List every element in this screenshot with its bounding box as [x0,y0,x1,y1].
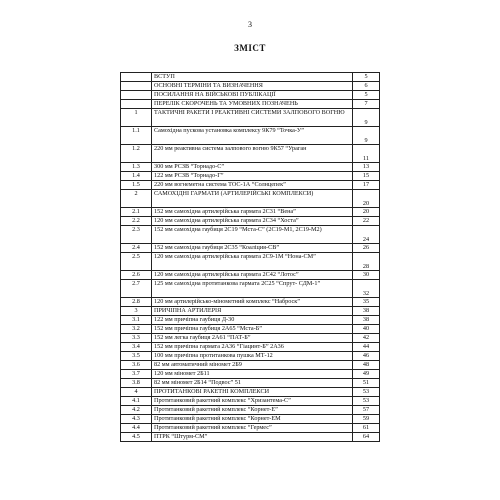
toc-row-title: Протитанковий ракетний комплекс “Хризантема-С” [152,397,353,406]
toc-row-page: 53 [353,397,380,406]
toc-row-title: Протитанковий ракетний комплекс “Гермес” [152,424,353,433]
toc-row-title: 82 мм автоматичний міномет 2Б9 [152,361,353,370]
toc-row-page: 30 [353,271,380,280]
toc-row-title: Самохідна пускова установка комплексу 9К79 “Точка-У” [152,127,353,145]
toc-row [121,253,380,271]
toc-row-page: 49 [353,370,380,379]
toc-row-title: 120 мм самохідна артилерійська гармата 2С34 “Хоста” [152,217,353,226]
toc-row-title: 120 мм артилерійсько-мінометний комплекс “Наброск” [152,298,353,307]
toc-row [121,415,380,424]
toc-row [121,217,380,226]
toc-row [121,127,380,145]
toc-row-title: 152 мм причіпна гармата 2А36 “Гіацинт-Б” 2А36 [152,343,353,352]
toc-row [121,100,380,109]
toc-row [121,91,380,100]
toc-row-page: 26 [353,244,380,253]
toc-row [121,208,380,217]
toc-row-number: 3.6 [121,361,152,370]
toc-row-title: 100 мм причіпна протитанкова пушка МТ-12 [152,352,353,361]
toc-row-title: 152 мм причіпна гаубиця 2А65 “Мста-Б” [152,325,353,334]
toc-row-page: 13 [353,163,380,172]
toc-table [120,72,380,442]
toc-row-number: 4.4 [121,424,152,433]
toc-row-title: ВСТУП [152,73,353,82]
toc-row-page: 51 [353,379,380,388]
toc-row [121,316,380,325]
toc-row [121,424,380,433]
toc-row-title: Протитанковий ракетний комплекс “Корнет-ЕМ [152,415,353,424]
toc-row-number: 1.1 [121,127,152,145]
toc-row-number: 1.4 [121,172,152,181]
toc-row-title: 220 мм вогнеметна система ТОС-1А “Солнцепек” [152,181,353,190]
toc-row [121,82,380,91]
toc-row [121,370,380,379]
toc-row [121,73,380,82]
toc-row-page: 46 [353,352,380,361]
toc-row [121,280,380,298]
toc-row-page: 28 [353,253,380,271]
toc-row-page: 20 [353,208,380,217]
toc-row-title: Протитанковий ракетний комплекс “Корнет-Е” [152,406,353,415]
toc-row-number: 2.8 [121,298,152,307]
toc-row-number: 1.3 [121,163,152,172]
toc-row-title: 82 мм міномет 2Б14 “Подвос” 51 [152,379,353,388]
toc-row-title: 152 мм самохідна гаубиця 2С35 “Коаліция-СВ” [152,244,353,253]
toc-row-title: 122 мм РСЗВ “Торнадо-Г” [152,172,353,181]
toc-row [121,181,380,190]
toc-row-title: ПТРК “Штурм-СМ” [152,433,353,442]
toc-row-number: 2.7 [121,280,152,298]
toc-row-page: 11 [353,145,380,163]
toc-row-page: 6 [353,82,380,91]
toc-row-page: 20 [353,190,380,208]
toc-row-page: 48 [353,361,380,370]
toc-row-title: ПРОТИТАНКОВІ РАКЕТНІ КОМПЛЕКСИ [152,388,353,397]
toc-row [121,244,380,253]
toc-row [121,397,380,406]
toc-row-page: 42 [353,334,380,343]
toc-body [121,73,380,442]
toc-row [121,190,380,208]
toc-row [121,271,380,280]
toc-row-number: 2.6 [121,271,152,280]
toc-row [121,172,380,181]
toc-row [121,334,380,343]
toc-row-number: 2.2 [121,217,152,226]
toc-row-number: 3.2 [121,325,152,334]
toc-row-number: 2.4 [121,244,152,253]
toc-row-number: 1.2 [121,145,152,163]
toc-row [121,361,380,370]
toc-row-number: 4.2 [121,406,152,415]
toc-row-title: САМОХІДНІ ГАРМАТИ (АРТИЛЕРІЙСЬКІ КОМПЛЕКСИ) [152,190,353,208]
toc-row-title: 120 мм самохідна артилерійська гармата 2С9-1М “Нона-СМ” [152,253,353,271]
toc-row-page: 22 [353,217,380,226]
toc-row-number: 3.7 [121,370,152,379]
page-number: 3 [248,20,252,29]
toc-row-title: 125 мм самохідна протитанкова гармата 2С25 “Спрут- СДМ-1” [152,280,353,298]
toc-row [121,379,380,388]
toc-row-number: 4.5 [121,433,152,442]
toc-row-page: 64 [353,433,380,442]
toc-row-page: 9 [353,127,380,145]
toc-row-title: 152 мм самохідна артилерійська гармата 2С31 “Вена” [152,208,353,217]
toc-row [121,226,380,244]
toc-row-number: 2.1 [121,208,152,217]
toc-row-title: 120 мм самохідна артилерійська гармата 2С42 “Лотос” [152,271,353,280]
toc-row-number [121,91,152,100]
toc-row-number: 1.5 [121,181,152,190]
toc-row-page: 44 [353,343,380,352]
toc-row-page: 7 [353,100,380,109]
toc-row [121,406,380,415]
toc-row-number: 4.3 [121,415,152,424]
toc-row-page: 35 [353,298,380,307]
toc-row-page: 38 [353,316,380,325]
toc-row-number [121,82,152,91]
toc-row-page: 61 [353,424,380,433]
toc-row-title: 152 мм легка гаубиця 2А61 “ПАТ-Б” [152,334,353,343]
toc-row-number: 3 [121,307,152,316]
toc-row-page: 5 [353,91,380,100]
toc-row-page: 32 [353,280,380,298]
toc-row-number: 3.1 [121,316,152,325]
toc-row-number: 3.4 [121,343,152,352]
toc-row-title: 152 мм самохідна гаубиця 2С19 “Мста-С” (2С19-М1, 2С19-М2) [152,226,353,244]
toc-row [121,325,380,334]
toc-row-page: 53 [353,388,380,397]
toc-row-number: 2.5 [121,253,152,271]
toc-row-title: ПРИЧІПНА АРТИЛЕРІЯ [152,307,353,316]
toc-row [121,343,380,352]
toc-row-page: 5 [353,73,380,82]
toc-row-page: 9 [353,109,380,127]
toc-row-number: 3.8 [121,379,152,388]
toc-row [121,109,380,127]
toc-row-number: 3.5 [121,352,152,361]
toc-row-number: 3.3 [121,334,152,343]
toc-row-number: 2.3 [121,226,152,244]
toc-row-title: 122 мм причіпна гаубиця Д-30 [152,316,353,325]
toc-row-number: 4.1 [121,397,152,406]
toc-row [121,307,380,316]
toc-row-title: ПОСИЛАННЯ НА ВІЙСЬКОВІ ПУБЛІКАЦІЇ [152,91,353,100]
toc-row-page: 40 [353,325,380,334]
toc-row-page: 38 [353,307,380,316]
toc-row [121,433,380,442]
toc-row-number [121,100,152,109]
toc-row [121,298,380,307]
toc-row [121,388,380,397]
toc-row-page: 17 [353,181,380,190]
toc-row-title: 120 мм міномет 2Б11 [152,370,353,379]
toc-row [121,145,380,163]
toc-row-title: ТАКТИЧНІ РАКЕТИ І РЕАКТИВНІ СИСТЕМИ ЗАЛПОВОГО ВОГНЮ [152,109,353,127]
toc-row-title: 300 мм РСЗВ “Торнадо-С” [152,163,353,172]
toc-row [121,352,380,361]
toc-row-page: 57 [353,406,380,415]
toc-row-page: 15 [353,172,380,181]
toc-row-number [121,73,152,82]
toc-row-title: ОСНОВНІ ТЕРМІНИ ТА ВИЗНАЧЕННЯ [152,82,353,91]
toc-row-title: ПЕРЕЛІК СКОРОЧЕНЬ ТА УМОВНИХ ПОЗНАЧЕНЬ [152,100,353,109]
toc-title: ЗМІСТ [234,43,266,53]
toc-row-number: 1 [121,109,152,127]
toc-row-title: 220 мм реактивна система залпового вогню 9К57 “Ураган [152,145,353,163]
toc-row-number: 4 [121,388,152,397]
toc-row-page: 24 [353,226,380,244]
toc-row [121,163,380,172]
toc-row-page: 59 [353,415,380,424]
toc-row-number: 2 [121,190,152,208]
